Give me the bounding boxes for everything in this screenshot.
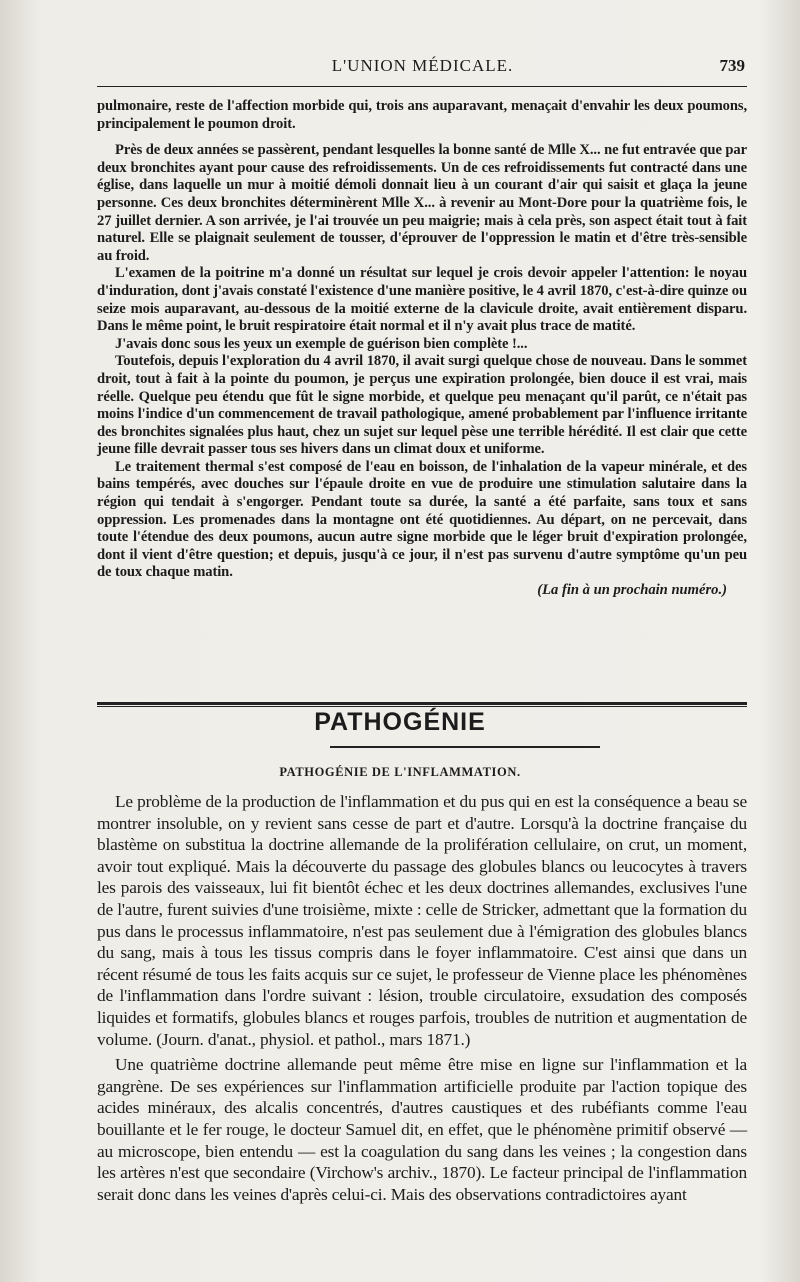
article-subheading: PATHOGÉNIE DE L'INFLAMMATION. xyxy=(279,765,521,779)
continuation-note: (La fin à un prochain numéro.) xyxy=(537,582,727,599)
section-title: PATHOGÉNIE xyxy=(314,708,486,736)
article-paragraph: Le problème de la production de l'inflammation et du pus qui en est la conséquence a beau se montrer insoluble, on y revient sans cesse de part et d'autre. Lorsqu'à la doctrine française du blastème on substitua la doctrine allemande de la prolifération cellulaire, on crut, un moment, avoir tout expliqué. Mais la découverte du passage des globules blancs ou leucocytes à travers les parois des vaisseaux, lui fit bientôt échec et les deux doctrines allemandes, exclusives l'une de l'autre, furent suivies d'une troisième, mixte : celle de Stricker, admettant que la formation du pus dans le processus inflammatoire, n'est pas seulement due à l'émigration des globules blancs du sang, mais à tous les tissus compris dans le foyer inflammatoire. C'est ainsi que dans un récent résumé de tous les faits acquis sur ce sujet, le professeur de Vienne place les phénomènes de l'inflammation dans l'ordre suivant : lésion, trouble circulatoire, exsudation des composés liquides et formatifs, globules blancs et rouges parfois, troubles de nutrition et augmentation de volume. (Journ. d'anat., physiol. et pathol., mars 1871.) xyxy=(97,792,747,1049)
section-rule-top xyxy=(97,702,747,705)
case-paragraph: Le traitement thermal s'est composé de l'eau en boisson, de l'inhalation de la vapeur minérale, et des bains tempérés, avec douches sur l'épaule droite en vue de produire une stimulation salutaire dans la région qui tendait à s'engorger. Pendant toute sa durée, la santé a été parfaite, sans toux et sans oppression. Les promenades dans la montagne ont été quotidiennes. Au départ, on ne percevait, dans toute l'étendue des deux poumons, aucun autre signe morbide que le léger bruit d'expiration prolongée, dont il vient d'être question; et depuis, jusqu'à ce jour, il n'est pas survenu d'autre symptôme qu'un peu de toux chaque matin. xyxy=(97,458,747,581)
page-header xyxy=(100,56,745,84)
header-rule xyxy=(97,86,747,87)
case-report xyxy=(97,98,747,599)
article-body xyxy=(97,791,747,1205)
running-title: L'UNION MÉDICALE. xyxy=(331,56,514,75)
case-paragraph: pulmonaire, reste de l'affection morbide qui, trois ans auparavant, menaçait d'envahir les deux poumons, principalement le poumon droit. xyxy=(97,98,747,132)
section-rule-thin xyxy=(97,706,747,707)
case-paragraph: Toutefois, depuis l'exploration du 4 avril 1870, il avait surgi quelque chose de nouveau. Dans le sommet droit, tout à fait à la pointe du poumon, je perçus une expiration prolongée, bien douce il est vrai, mais réelle. Quelque peu étendu que fût le signe morbide, et quelque peu menaçant qu'il parût, ce n'était pas moins l'indice d'un commencement de travail pathologique, amené probablement par l'influence irritante des bronchites signalées plus haut, chez un sujet sur lequel pèse une terrible hérédité. Il est clair que cette jeune fille devrait passer tous ses hivers dans un climat doux et uniforme. xyxy=(97,353,747,458)
case-paragraph: Près de deux années se passèrent, pendant lesquelles la bonne santé de Mlle X... ne fut entravée que par deux bronchites ayant pour cause des refroidissements. Un de ces refroidissements fut contracté dans une église, dans laquelle un mur à moitié démoli donnait lieu à un courant d'air qui saisit et glaça la jeune personne. Ces deux bronchites déterminèrent Mlle X... à revenir au Mont-Dore pour la quatrième fois, le 27 juillet dernier. A son arrivée, je l'ai trouvée un peu maigrie; mais à cela près, son aspect était tout à fait naturel. Elle se plaignait seulement de tousser, d'éprouver de l'oppression le matin et d'être très-sensible au froid. xyxy=(97,142,747,264)
case-paragraph: J'avais donc sous les yeux un exemple de guérison bien complète !... xyxy=(115,335,528,352)
case-paragraph: L'examen de la poitrine m'a donné un résultat sur lequel je crois devoir appeler l'attention: le noyau d'induration, dont j'avais constaté l'existence d'une manière positive, le 4 avril 1870, c'est-à-dire quinze ou seize mois auparavant, au-dessous de la moitié externe de la clavicule droite, avait entièrement disparu. Dans le même point, le bruit respiratoire était normal et il n'y avait plus trace de matité. xyxy=(97,265,747,335)
section-title-underline xyxy=(330,746,600,748)
page-number: 739 xyxy=(719,56,745,75)
article-paragraph: Une quatrième doctrine allemande peut même être mise en ligne sur l'inflammation et la gangrène. De ses expériences sur l'inflammation artificielle produite par l'action topique des acides minéraux, des alcalis concentrés, d'autres caustiques et des rubéfiants comme l'eau bouillante et le fer rouge, le docteur Samuel dit, en effet, que le phénomène primitif observé — au microscope, bien entendu — est la coagulation du sang dans les veines ; la congestion dans les artères n'est que secondaire (Virchow's archiv., 1870). Le facteur principal de l'inflammation serait donc dans les veines d'après celui-ci. Mais des observations contradictoires ayant xyxy=(97,1055,747,1204)
